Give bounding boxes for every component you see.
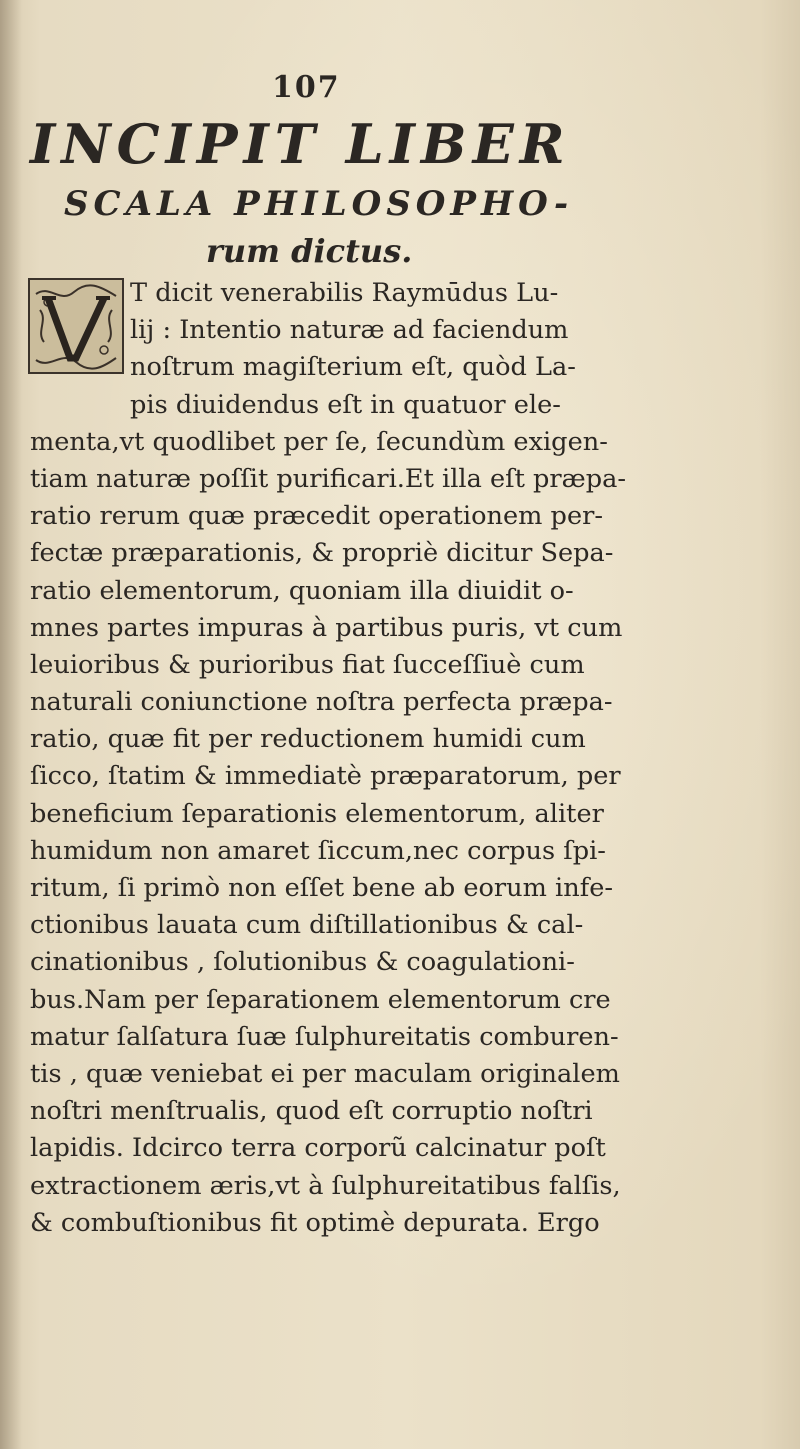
heading-line-1: INCIPIT LIBER bbox=[30, 112, 571, 176]
text-line: extractionem æris,vt à ſulphureitatibus falſis, bbox=[30, 1170, 621, 1201]
text-line: humidum non amaret ſiccum,nec corpus ſpi- bbox=[30, 835, 606, 866]
heading-line-2: SCALA PHILOSOPHO- bbox=[64, 184, 574, 224]
text-line: menta,vt quodlibet per ſe, ſecundùm exigen- bbox=[30, 426, 608, 457]
binding-gutter-shadow bbox=[0, 0, 22, 1449]
text-line: ctionibus lauata cum diſtillationibus & cal- bbox=[30, 910, 584, 941]
text-line: ſicco, ſtatim & immediatè præparatorum, per bbox=[30, 761, 621, 792]
text-line: ratio, quæ fit per reductionem humidi cum bbox=[30, 724, 586, 755]
text-line: T dicit venerabilis Raymūdus Lu- bbox=[130, 278, 559, 308]
text-line: lij : Intentio naturæ ad faciendum bbox=[130, 315, 569, 346]
text-line: tis , quæ veniebat ei per maculam originalem bbox=[30, 1058, 620, 1089]
text-line: matur ſalſatura ſuæ ſulphureitatis comburen- bbox=[30, 1021, 619, 1052]
text-line: ratio elementorum, quoniam illa diuidit o- bbox=[30, 575, 574, 606]
text-line: lapidis. Idcirco terra corporũ calcinatur poſt bbox=[30, 1133, 606, 1164]
text-line: noſtri menſtrualis, quod eſt corruptio noſtri bbox=[30, 1096, 593, 1127]
text-line: & combuſtionibus fit optimè depurata. Ergo bbox=[30, 1207, 600, 1238]
text-line: noſtrum magiſterium eſt, quòd La- bbox=[130, 352, 576, 383]
text-line: beneficium ſeparationis elementorum, aliter bbox=[30, 798, 604, 829]
text-line: tiam naturæ poſſit purificari.Et illa eſt præpa- bbox=[30, 463, 626, 494]
text-line: ritum, ſi primò non eſſet bene ab eorum infe- bbox=[30, 873, 613, 903]
body-text bbox=[30, 275, 695, 1242]
heading-line-3: rum dictus. bbox=[206, 232, 413, 270]
text-line: ratio rerum quæ præcedit operationem per- bbox=[30, 501, 603, 532]
text-line: leuioribus & purioribus fiat ſucceſſiuè cum bbox=[30, 649, 585, 680]
page-number: 107 bbox=[272, 70, 341, 105]
text-line: fectæ præparationis, & propriè dicitur Sepa- bbox=[30, 538, 614, 569]
text-line: naturali coniunctione noſtra perfecta præpa- bbox=[30, 687, 613, 718]
text-line: mnes partes impuras à partibus puris, vt cum bbox=[30, 612, 623, 643]
text-line: cinationibus , ſolutionibus & coagulationi- bbox=[30, 947, 575, 978]
text-line: bus.Nam per ſeparationem elementorum cre bbox=[30, 984, 611, 1015]
text-line: pis diuidendus eſt in quatuor ele- bbox=[130, 389, 561, 420]
